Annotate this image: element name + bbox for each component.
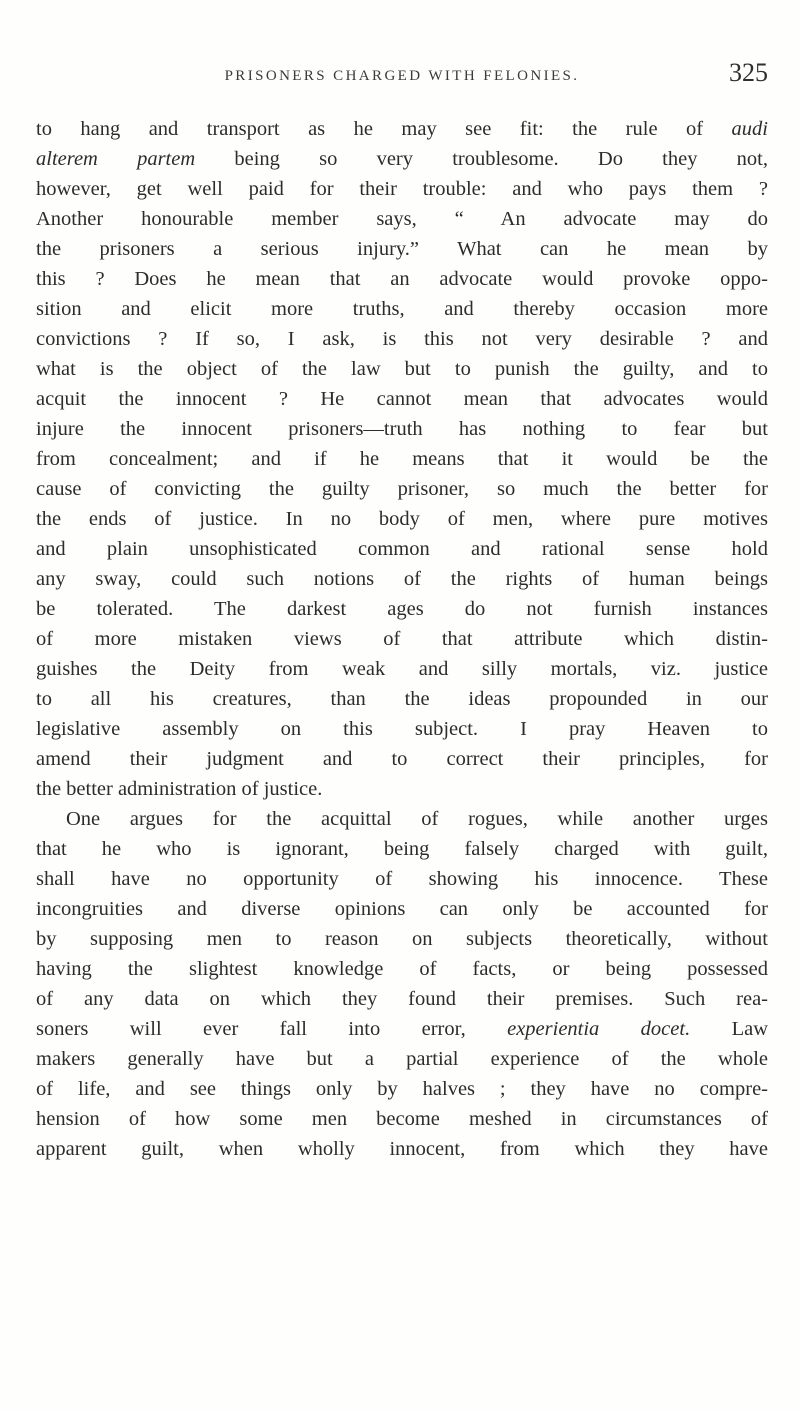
text-run: injure the innocent prisoners—truth has nothing to fear but bbox=[36, 418, 768, 440]
text-line bbox=[36, 174, 768, 204]
text-line bbox=[36, 534, 768, 564]
text-run: Another honourable member says, “ An advocate may do bbox=[36, 208, 768, 230]
text-line bbox=[36, 894, 768, 924]
text-run: of life, and see things only by halves ; they have no compre- bbox=[36, 1078, 768, 1100]
text-line bbox=[36, 1104, 768, 1134]
text-run: that he who is ignorant, being falsely charged with guilt, bbox=[36, 838, 768, 860]
text-run: what is the object of the law but to punish the guilty, and to bbox=[36, 358, 768, 380]
text-run: this ? Does he mean that an advocate would provoke oppo- bbox=[36, 268, 768, 290]
text-run: any sway, could such notions of the rights of human beings bbox=[36, 568, 768, 590]
text-line bbox=[36, 264, 768, 294]
text-line bbox=[36, 1074, 768, 1104]
running-head bbox=[36, 58, 768, 90]
text-run: amend their judgment and to correct their principles, for bbox=[36, 748, 768, 770]
text-run: of any data on which they found their premises. Such rea- bbox=[36, 988, 768, 1010]
text-run: having the slightest knowledge of facts, or being possessed bbox=[36, 958, 768, 980]
text-run: by supposing men to reason on subjects theoretically, without bbox=[36, 928, 768, 950]
text-run: convictions ? If so, I ask, is this not very desirable ? and bbox=[36, 328, 768, 350]
text-run: acquit the innocent ? He cannot mean that advocates would bbox=[36, 388, 768, 410]
text-line bbox=[36, 144, 768, 174]
text-line bbox=[36, 324, 768, 354]
italic-text-run: alterem partem bbox=[36, 148, 196, 170]
text-run: the ends of justice. In no body of men, where pure motives bbox=[36, 508, 768, 530]
text-line bbox=[36, 444, 768, 474]
text-line bbox=[36, 834, 768, 864]
text-run: apparent guilt, when wholly innocent, from which they have bbox=[36, 1138, 768, 1160]
text-run: however, get well paid for their trouble: and who pays them ? bbox=[36, 178, 768, 200]
text-run: being so very troublesome. Do they not, bbox=[195, 148, 768, 170]
text-line bbox=[36, 114, 768, 144]
text-line bbox=[36, 924, 768, 954]
text-line bbox=[36, 414, 768, 444]
text-run: to all his creatures, than the ideas propounded in our bbox=[36, 688, 768, 710]
text-line bbox=[36, 594, 768, 624]
text-line bbox=[36, 354, 768, 384]
text-line bbox=[36, 504, 768, 534]
text-line bbox=[36, 864, 768, 894]
text-line bbox=[36, 624, 768, 654]
text-run: soners will ever fall into error, bbox=[36, 1018, 508, 1040]
text-run: One argues for the acquittal of rogues, while another urges bbox=[66, 808, 768, 830]
text-line bbox=[36, 744, 768, 774]
text-line bbox=[36, 684, 768, 714]
text-run: incongruities and diverse opinions can only be accounted for bbox=[36, 898, 768, 920]
body-text bbox=[36, 114, 768, 1164]
text-run: Law bbox=[690, 1018, 768, 1040]
text-line bbox=[36, 714, 768, 744]
text-line bbox=[36, 1044, 768, 1074]
text-line bbox=[36, 234, 768, 264]
text-run: sition and elicit more truths, and thereby occasion more bbox=[36, 298, 768, 320]
italic-text-run: experientia docet. bbox=[507, 1018, 691, 1040]
text-line bbox=[36, 954, 768, 984]
text-line bbox=[36, 384, 768, 414]
text-run: legislative assembly on this subject. I pray Heaven to bbox=[36, 718, 768, 740]
text-run: shall have no opportunity of showing his innocence. These bbox=[36, 868, 768, 890]
running-title: PRISONERS CHARGED WITH FELONIES. bbox=[224, 68, 580, 84]
text-run: cause of convicting the guilty prisoner, so much the better for bbox=[36, 478, 768, 500]
text-line bbox=[36, 804, 768, 834]
text-run: from concealment; and if he means that it would be the bbox=[36, 448, 768, 470]
italic-text-run: audi bbox=[731, 118, 768, 140]
text-run: the better administration of justice. bbox=[36, 778, 323, 800]
text-run: hension of how some men become meshed in circumstances of bbox=[36, 1108, 768, 1130]
text-run: be tolerated. The darkest ages do not furnish instances bbox=[36, 598, 768, 620]
text-line bbox=[36, 294, 768, 324]
text-line bbox=[36, 1134, 768, 1164]
text-run: of more mistaken views of that attribute which distin- bbox=[36, 628, 768, 650]
text-line bbox=[36, 474, 768, 504]
text-run: the prisoners a serious injury.” What can he mean by bbox=[36, 238, 768, 260]
page-number: 325 bbox=[729, 58, 768, 87]
text-run: makers generally have but a partial experience of the whole bbox=[36, 1048, 768, 1070]
text-line bbox=[36, 204, 768, 234]
text-line bbox=[36, 774, 768, 804]
text-line bbox=[36, 654, 768, 684]
text-line bbox=[36, 984, 768, 1014]
text-run: and plain unsophisticated common and rational sense hold bbox=[36, 538, 768, 560]
text-run: to hang and transport as he may see fit: the rule of bbox=[36, 118, 732, 140]
text-line bbox=[36, 564, 768, 594]
text-run: guishes the Deity from weak and silly mortals, viz. justice bbox=[36, 658, 768, 680]
text-line bbox=[36, 1014, 768, 1044]
